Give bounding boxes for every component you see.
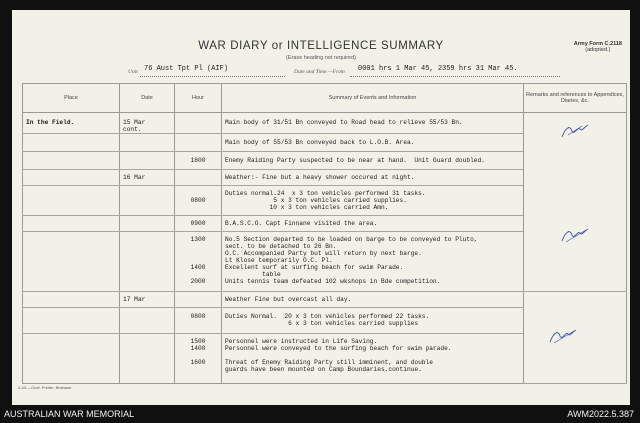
row-place (23, 292, 120, 308)
row-summary: Duties Normal. 20 x 3 ton vehicles performed 22 tasks. 6 x 3 ton vehicles carried supplies (222, 308, 524, 334)
row-place (23, 216, 120, 232)
row-hour (175, 292, 222, 308)
row-hour: 1800 (175, 152, 222, 170)
row-place (23, 308, 120, 334)
date-time-dotted-line (350, 76, 560, 77)
archive-watermark-right: AWM2022.5.387 (567, 409, 634, 419)
row-summary: B.A.S.C.O. Capt Finnane visited the area. (222, 216, 524, 232)
row-hour: 0800 (175, 308, 222, 334)
row-date (120, 216, 175, 232)
unit-dotted-line (140, 76, 285, 77)
diary-table (22, 83, 627, 384)
row-date (120, 308, 175, 334)
form-subtitle: (Erase heading not required) (285, 55, 356, 61)
signature-mark (560, 123, 590, 139)
row-summary: Enemy Raiding Party suspected to be near at hand. Unit Guard doubled. (222, 152, 524, 170)
row-hour: 0900 (175, 216, 222, 232)
archive-watermark-left: AUSTRALIAN WAR MEMORIAL (4, 409, 135, 419)
row-place: In the Field. (23, 113, 120, 134)
col-header-remarks: Remarks and references to Appendices, Diaries, &c. (524, 84, 627, 113)
row-summary: No.5 Section departed to be loaded on barge to be conveyed to Pluto, sect. to be detached to 26 Bn. O.C. Accompanied Party but will return by next barge. Lt Klose temporarily O.C. Pl. Excellent surf at surfing beach for swim Parade. table Units tennis team defeated 102 wkshops in Bde competition. (222, 232, 524, 292)
row-hour: 0800 (175, 186, 222, 216)
row-summary: Weather:- Fine but a heavy shower occured at night. (222, 170, 524, 186)
unit-value: 76 Aust Tpt Pl (AIF) (144, 65, 229, 73)
col-header-place: Place (23, 84, 120, 113)
row-place (23, 334, 120, 384)
table-row (23, 292, 627, 308)
row-date (120, 186, 175, 216)
form-title: WAR DIARY or INTELLIGENCE SUMMARY (198, 40, 444, 52)
row-hour (175, 134, 222, 152)
row-place (23, 186, 120, 216)
row-date: 17 Mar (120, 292, 175, 308)
row-summary: Weather Fine but overcast all day. (222, 292, 524, 308)
signature-mark (560, 227, 590, 243)
row-place (23, 232, 120, 292)
diary-sheet (12, 10, 630, 405)
signature-mark (548, 328, 578, 344)
row-hour: 1500 1400 1600 (175, 334, 222, 384)
col-header-date: Date (120, 84, 175, 113)
row-date (120, 134, 175, 152)
date-time-label: Date and Time.—From (294, 69, 345, 75)
form-number (574, 41, 622, 53)
row-place (23, 170, 120, 186)
row-hour (175, 170, 222, 186)
date-time-value: 0001 hrs 1 Mar 45, 2359 hrs 31 Mar 45. (358, 65, 518, 73)
form-adopted-label: (adopted.) (585, 47, 611, 53)
row-date: 16 Mar (120, 170, 175, 186)
printer-footer-note: 4-43.—Govt. Printer, Brisbane (18, 385, 72, 390)
row-date (120, 232, 175, 292)
table-row (23, 113, 627, 134)
row-date (120, 152, 175, 170)
remarks-cell (524, 113, 627, 292)
col-header-summary: Summary of Events and Information (222, 84, 524, 113)
row-summary: Personnel were instructed in Life Saving. Personnel were conveyed to the surfing beach for swim parade. Threat of Enemy Raiding Party still imminent, and double guards have been mounted on Camp Boundaries.continue. (222, 334, 524, 384)
row-date: 15 Mar cont. (120, 113, 175, 134)
row-hour: 1300 1400 2000 (175, 232, 222, 292)
row-summary: Main body of 55/53 Bn conveyed back to L.O.B. Area. (222, 134, 524, 152)
form-number-label: Army Form C.2118 (573, 41, 622, 47)
table-header-row (23, 84, 627, 113)
unit-label: Unit (128, 69, 138, 75)
row-summary: Duties normal.24 x 3 ton vehicles performed 31 tasks. 5 x 3 ton vehicles carried supplies. 10 x 3 ton vehicles carried Amn. (222, 186, 524, 216)
row-place (23, 134, 120, 152)
row-place (23, 152, 120, 170)
row-summary: Main body of 31/51 Bn conveyed to Road head to relieve 55/53 Bn. (222, 113, 524, 134)
row-hour (175, 113, 222, 134)
col-header-hour: Hour (175, 84, 222, 113)
row-date (120, 334, 175, 384)
